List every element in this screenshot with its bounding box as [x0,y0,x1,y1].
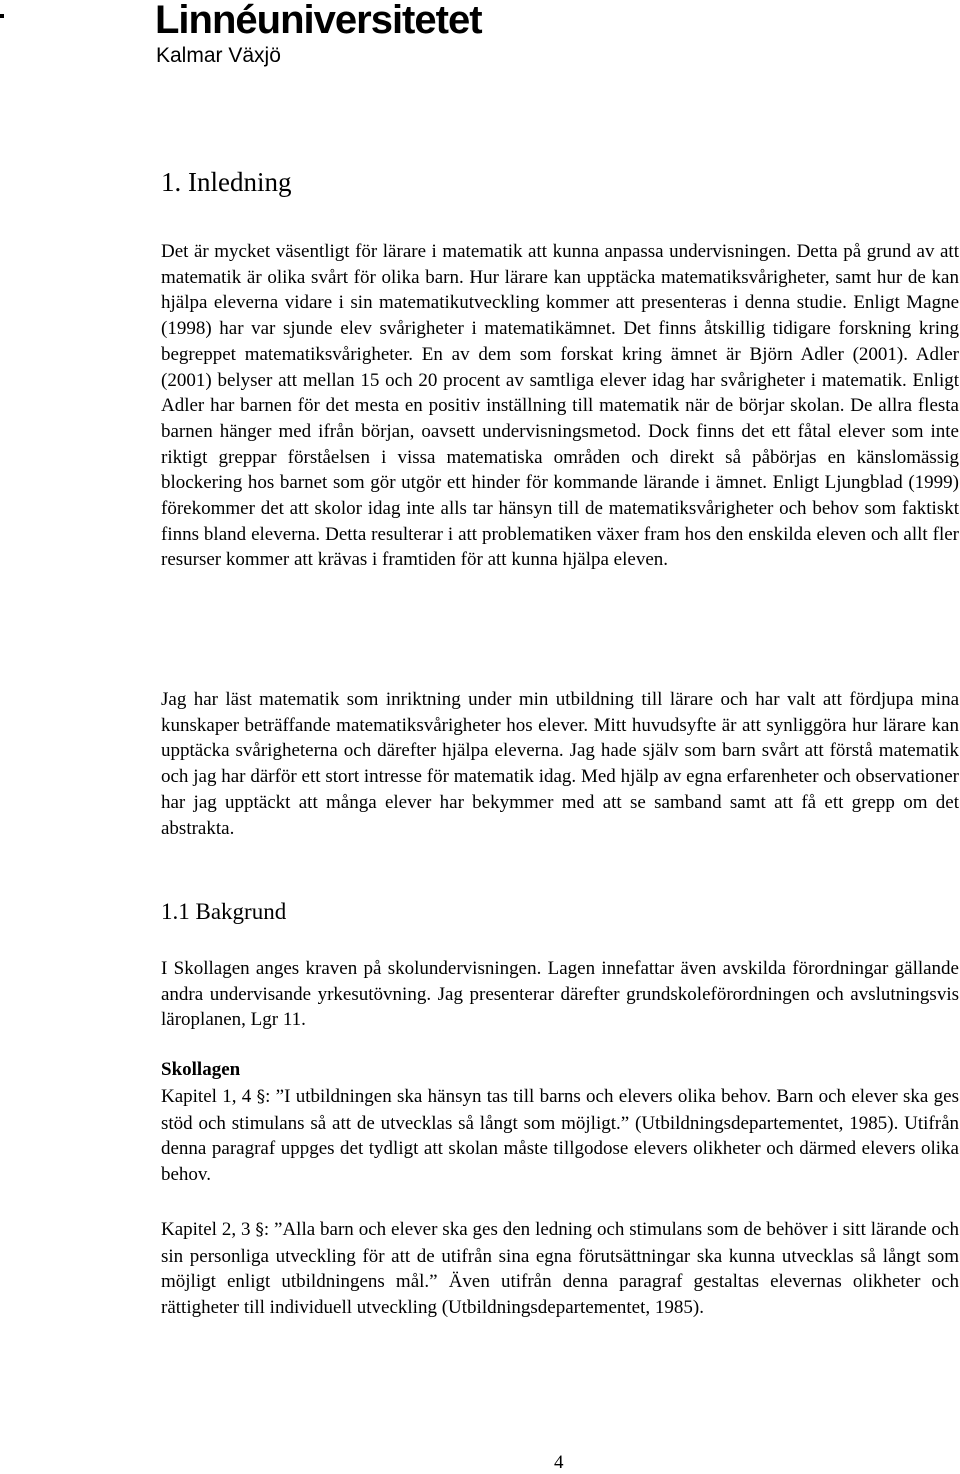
intro-paragraph: Det är mycket väsentligt för lärare i matematik att kunna anpassa undervisningen. Detta på grund av att matematik är olika svårt för olika barn. Hur lärare kan upptäcka matematiksvårigheter, samt hur de kan hjälpa eleverna vidare i sin matematikutveckling kommer att presenteras i denna studie. Enligt Magne (1998) har var sjunde elev svårigheter i matematikämnet. Det finns åtskillig tidigare forskning kring begreppet matematiksvårigheter. En av dem som forskat kring ämnet är Björn Adler (2001). Adler (2001) belyser att mellan 15 och 20 procent av samtliga elever idag har svårigheter i matematik. Enligt Adler har barnen för det mesta en positiv inställning till matematik när de börjar skolan. De allra flesta barnen hänger med ifrån början, oavsett undervisningsmetod. Dock finns det ett fåtal elever som inte riktigt greppar förståelsen i vissa matematiska områden och direkt så påbörjas en känslomässig blockering hos barnet som gör utgör ett hinder för kommande lärande i ämnet. Enligt Ljungblad (1999) förekommer det att skolor idag inte alls tar hänsyn till de matematiksvårigheter och behov som faktiskt finns bland eleverna. Detta resulterar i att problematiken växer fram hos den enskilda eleven och allt fler resurser kommer att krävas i framtiden för att kunna hjälpa eleven. [161,241,959,571]
law-reference: Kapitel 1, 4 [161,1086,257,1107]
university-logo: Linnéuniversitetet [155,0,482,42]
background-paragraph: I Skollagen anges kraven på skolundervisningen. Lagen innefattar även avskilda förordningar gällande andra undervisande yrkesutövning. Jag presenterar därefter grundskoleförordningen och avslutningsvis läroplanen, Lgr 11. [161,958,959,1031]
page-number: 4 [554,1452,564,1473]
motivation-paragraph: Jag har läst matematik som inriktning under min utbildning till lärare och har valt att fördjupa mina kunskaper beträffande matematiksvårigheter hos elever. Mitt huvudsyfte är att synliggöra hur lärare kan upptäcka svårigheterna och därefter hjälpa eleverna. Jag hade själv som barn svårt att förstå matematik och jag har därför ett stort intresse för matematik idag. Med hjälp av egna erfarenheter och observationer har jag upptäckt att många elever har bekymmer med att se samband samt att få ett grepp om det abstrakta. [161,689,959,839]
law-heading: Skollagen [161,1059,241,1080]
law-paragraph-1 [161,1084,959,1188]
margin-mark [0,14,4,18]
law-reference: Kapitel 2, 3 [161,1219,256,1240]
law-text: : ”Alla barn och elever ska ges den ledning och stimulans som de behöver i sitt lärande och sin personliga utveckling för att de utifrån sina egna förutsättningar ska kunna utvecklas så långt som möjligt enligt utbildningens mål.” Även utifrån denna paragraf gestaltas elevernas olikheter och rättigheter till individuell utveckling (Utbildningsdepartementet, 1985). [161,1219,959,1319]
subsection-heading: 1.1 Bakgrund [161,899,287,924]
section-sign: § [256,1087,266,1107]
section-sign: § [255,1220,264,1240]
law-paragraph-2 [161,1217,959,1321]
law-text: : ”I utbildningen ska hänsyn tas till barns och elevers olika behov. Barn och elever ska ges stöd och stimulans så att de utvecklas så långt som möjligt.” (Utbildningsdepartementet, 1985). Utifrån denna paragraf uppges det tydligt att skolan måste tillgodose elevers olikheter och därmed elevers olika behov. [161,1086,959,1186]
university-logo-subtitle: Kalmar Växjö [156,44,281,67]
section-heading: 1. Inledning [161,167,292,197]
